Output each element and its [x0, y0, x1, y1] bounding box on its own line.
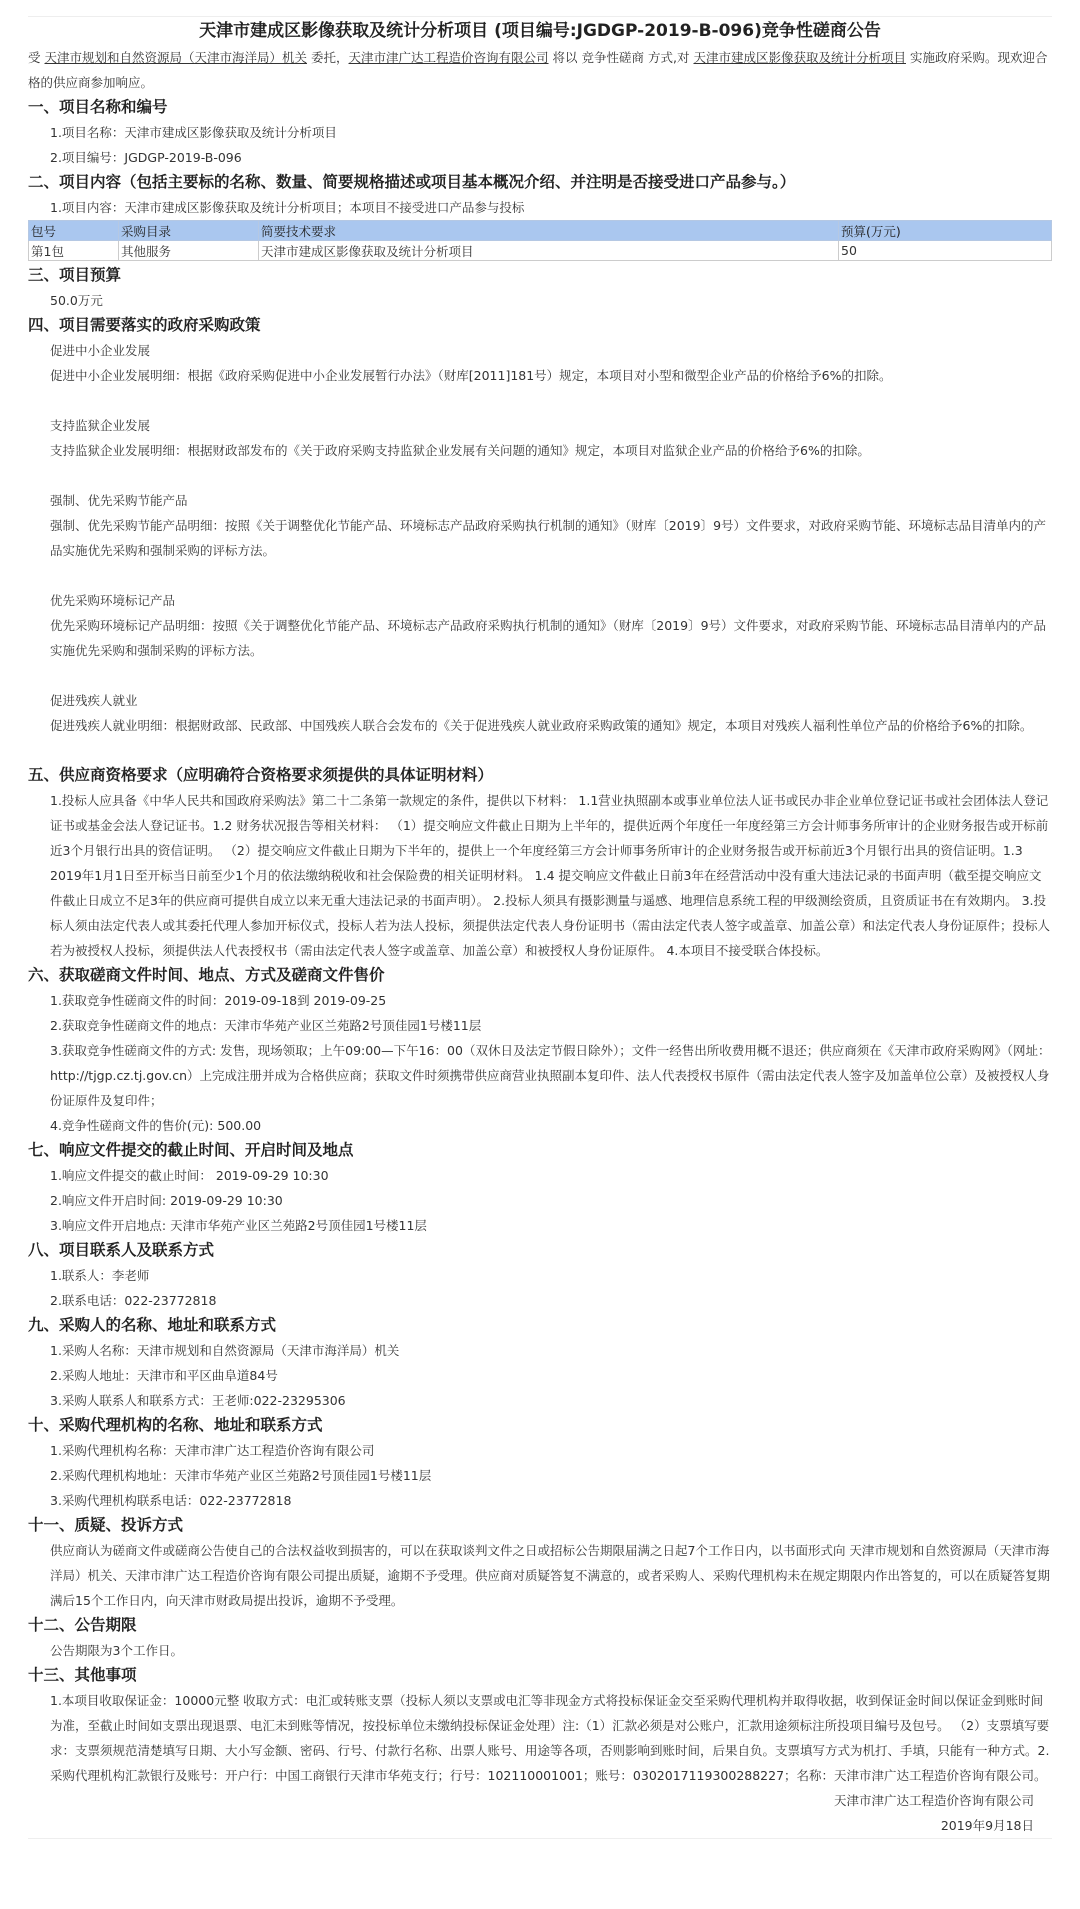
intro-text: 委托，	[311, 50, 349, 65]
submission-deadline: 1.响应文件提交的截止时间： 2019-09-29 10:30	[50, 1168, 329, 1183]
budget-value: 50.0万元	[50, 293, 103, 308]
contact-person: 1.联系人：李老师	[50, 1268, 150, 1283]
column-header: 采购目录	[119, 221, 259, 241]
purchaser-name: 1.采购人名称：天津市规划和自然资源局（天津市海洋局）机关	[50, 1343, 400, 1358]
project-name: 1.项目名称：天津市建成区影像获取及统计分析项目	[50, 125, 337, 140]
table-cell: 第1包	[29, 241, 119, 261]
purchaser-address: 2.采购人地址：天津市和平区曲阜道84号	[50, 1368, 278, 1383]
page-title: 天津市建成区影像获取及统计分析项目 (项目编号:JGDGP-2019-B-096)竞争性磋商公告	[28, 16, 1052, 43]
agency-link[interactable]: 天津市津广达工程造价咨询有限公司	[348, 50, 549, 65]
section-heading-9: 九、采购人的名称、地址和联系方式	[28, 1316, 277, 1334]
section-heading-8: 八、项目联系人及联系方式	[28, 1241, 215, 1259]
section-heading-3: 三、项目预算	[28, 266, 122, 284]
section-heading-5: 五、供应商资格要求（应明确符合资格要求须提供的具体证明材料）	[28, 766, 494, 784]
policy-detail: 促进残疾人就业明细：根据财政部、民政部、中国残疾人联合会发布的《关于促进残疾人就业政府采购政策的通知》规定，本项目对残疾人福利性单位产品的价格给予6%的扣除。	[50, 718, 1033, 733]
agency-phone: 3.采购代理机构联系电话：022-23772818	[50, 1493, 292, 1508]
announcement-period: 公告期限为3个工作日。	[50, 1643, 183, 1658]
policy-title: 促进残疾人就业	[50, 693, 138, 708]
document-price: 4.竞争性磋商文件的售价(元): 500.00	[50, 1118, 262, 1133]
table-cell: 天津市建成区影像获取及统计分析项目	[259, 241, 839, 261]
section-heading-12: 十二、公告期限	[28, 1616, 137, 1634]
section-heading-1: 一、项目名称和编号	[28, 98, 168, 116]
project-number: 2.项目编号：JGDGP-2019-B-096	[50, 150, 242, 165]
agency-name: 1.采购代理机构名称：天津市津广达工程造价咨询有限公司	[50, 1443, 375, 1458]
project-content: 1.项目内容：天津市建成区影像获取及统计分析项目；本项目不接受进口产品参与投标	[50, 200, 525, 215]
intro-paragraph	[28, 45, 1052, 95]
section-heading-4: 四、项目需要落实的政府采购政策	[28, 316, 261, 334]
intro-text: 受	[28, 50, 41, 65]
project-link[interactable]: 天津市建成区影像获取及统计分析项目	[693, 50, 906, 65]
column-header: 简要技术要求	[259, 221, 839, 241]
procurement-method: 竞争性磋商	[581, 50, 645, 65]
acquisition-location: 2.获取竞争性磋商文件的地点：天津市华苑产业区兰苑路2号顶佳园1号楼11层	[50, 1018, 482, 1033]
opening-location: 3.响应文件开启地点: 天津市华苑产业区兰苑路2号顶佳园1号楼11层	[50, 1218, 427, 1233]
policy-title: 促进中小企业发展	[50, 343, 151, 358]
agency-address: 2.采购代理机构地址：天津市华苑产业区兰苑路2号顶佳园1号楼11层	[50, 1468, 432, 1483]
intro-text: 实施政府采购。现欢迎合格的供应商参加响应。	[28, 50, 1048, 90]
section-heading-7: 七、响应文件提交的截止时间、开启时间及地点	[28, 1141, 354, 1159]
section-heading-2: 二、项目内容（包括主要标的名称、数量、简要规格描述或项目基本概况介绍、并注明是否接受进口产品参与。）	[28, 173, 796, 191]
policy-detail: 支持监狱企业发展明细：根据财政部发布的《关于政府采购支持监狱企业发展有关问题的通知》规定，本项目对监狱企业产品的价格给予6%的扣除。	[50, 443, 870, 458]
intro-text: 将以	[552, 50, 578, 65]
acquisition-time: 1.获取竞争性磋商文件的时间：2019-09-18到 2019-09-25	[50, 993, 387, 1008]
section-heading-13: 十三、其他事项	[28, 1666, 137, 1684]
policy-title: 强制、优先采购节能产品	[50, 493, 188, 508]
purchaser-contact: 3.采购人联系人和联系方式：王老师:022-23295306	[50, 1393, 346, 1408]
table-cell: 其他服务	[119, 241, 259, 261]
opening-time: 2.响应文件开启时间: 2019-09-29 10:30	[50, 1193, 283, 1208]
intro-text: 方式,对	[648, 50, 690, 65]
policy-detail: 强制、优先采购节能产品明细：按照《关于调整优化节能产品、环境标志产品政府采购执行机制的通知》（财库〔2019〕9号）文件要求，对政府采购节能、环境标志品目清单内的产品实施优先采购和强制采购的评标方法。	[50, 518, 1047, 558]
entrusting-party-link[interactable]: 天津市规划和自然资源局（天津市海洋局）机关	[44, 50, 308, 65]
announcement-page	[28, 0, 1052, 1839]
section-heading-6: 六、获取磋商文件时间、地点、方式及磋商文件售价	[28, 966, 385, 984]
contact-phone: 2.联系电话：022-23772818	[50, 1293, 217, 1308]
section-heading-10: 十、采购代理机构的名称、地址和联系方式	[28, 1416, 323, 1434]
policy-detail: 促进中小企业发展明细：根据《政府采购促进中小企业发展暂行办法》（财库[2011]181号）规定，本项目对小型和微型企业产品的价格给予6%的扣除。	[50, 368, 892, 383]
policy-title: 支持监狱企业发展	[50, 418, 151, 433]
policy-detail: 优先采购环境标记产品明细：按照《关于调整优化节能产品、环境标志产品政府采购执行机制的通知》（财库〔2019〕9号）文件要求，对政府采购节能、环境标志品目清单内的产品实施优先采购和强制采购的评标方法。	[50, 618, 1047, 658]
signature-company: 天津市津广达工程造价咨询有限公司	[833, 1793, 1034, 1808]
acquisition-method: 3.获取竞争性磋商文件的方式: 发售，现场领取；上午09:00—下午16：00（双休日及法定节假日除外）；文件一经售出所收费用概不退还；供应商须在《天津市政府采购网》（网址：http://tjgp.cz.tj.gov.cn）上完成注册并成为合格供应商；获取文件时须携带供应商营业执照副本复印件、法人代表授权书原件（需由法定代表人签字及加盖单位公章）及被授权人身份证原件及复印件；	[50, 1043, 1051, 1108]
table-header-row	[29, 221, 1052, 241]
other-matters: 1.本项目收取保证金：10000元整 收取方式：电汇或转账支票（投标人须以支票或电汇等非现金方式将投标保证金交至采购代理机构并取得收据，收到保证金时间以保证金到账时间为准，至截止时间如支票出现退票、电汇未到账等情况，按投标单位未缴纳投标保证金处理）注:（1）汇款必须是对公账户，汇款用途须标注所投项目编号及包号。 （2）支票填写要求：支票须规范清楚填写日期、大小写金额、密码、行号、付款行名称、出票人账号、用途等各项，否则影响到账时间，后果自负。支票填写方式为机打、手填，只能有一种方式。2.采购代理机构汇款银行及账号：开户行：中国工商银行天津市华苑支行；行号：102110001001；账号：0302017119300288227；名称：天津市津广达工程造价咨询有限公司。	[50, 1693, 1050, 1783]
policy-title: 优先采购环境标记产品	[50, 593, 176, 608]
table-cell: 50	[839, 241, 1052, 261]
complaint-paragraph: 供应商认为磋商文件或磋商公告使自己的合法权益收到损害的，可以在获取谈判文件之日或招标公告期限届满之日起7个工作日内，以书面形式向 天津市规划和自然资源局（天津市海洋局）机关、天津市津广达工程造价咨询有限公司提出质疑，逾期不予受理。供应商对质疑答复不满意的，或者采购人、采购代理机构未在规定期限内作出答复的，可以在质疑答复期满后15个工作日内，向天津市财政局提出投诉，逾期不予受理。	[50, 1543, 1051, 1608]
procurement-table	[28, 220, 1052, 261]
section-heading-11: 十一、质疑、投诉方式	[28, 1516, 184, 1534]
column-header: 预算(万元)	[839, 221, 1052, 241]
signature-date: 2019年9月18日	[28, 1813, 1052, 1839]
table-row	[29, 241, 1052, 261]
qualification-requirements: 1.投标人应具备《中华人民共和国政府采购法》第二十二条第一款规定的条件，提供以下材料： 1.1营业执照副本或事业单位法人证书或民办非企业单位登记证书或社会团体法人登记证书或基金会法人登记证书。1.2 财务状况报告等相关材料： （1）提交响应文件截止日期为上半年的，提供近两个年度任一年度经第三方会计师事务所审计的企业财务报告或开标前近3个月银行出具的资信证明。 （2）提交响应文件截止日期为下半年的，提供上一个年度经第三方会计师事务所审计的企业财务报告或开标前近3个月银行出具的资信证明。1.3 2019年1月1日至开标当日前至少1个月的依法缴纳税收和社会保险费的相关证明材料。 1.4 提交响应文件截止日前3年在经营活动中没有重大违法记录的书面声明（截至提交响应文件截止日成立不足3年的供应商可提供自成立以来无重大违法记录的书面声明）。 2.投标人须具有摄影测量与遥感、地理信息系统工程的甲级测绘资质，且资质证书在有效期内。 3.投标人须由法定代表人或其委托代理人参加开标仪式，投标人若为法人投标，须提供法定代表人身份证明书（需由法定代表人签字或盖章、加盖公章）和法定代表人身份证原件；投标人若为被授权人投标，须提供法人代表授权书（需由法定代表人签字或盖章、加盖公章）和被授权人身份证原件。 4.本项目不接受联合体投标。	[50, 793, 1051, 958]
column-header: 包号	[29, 221, 119, 241]
